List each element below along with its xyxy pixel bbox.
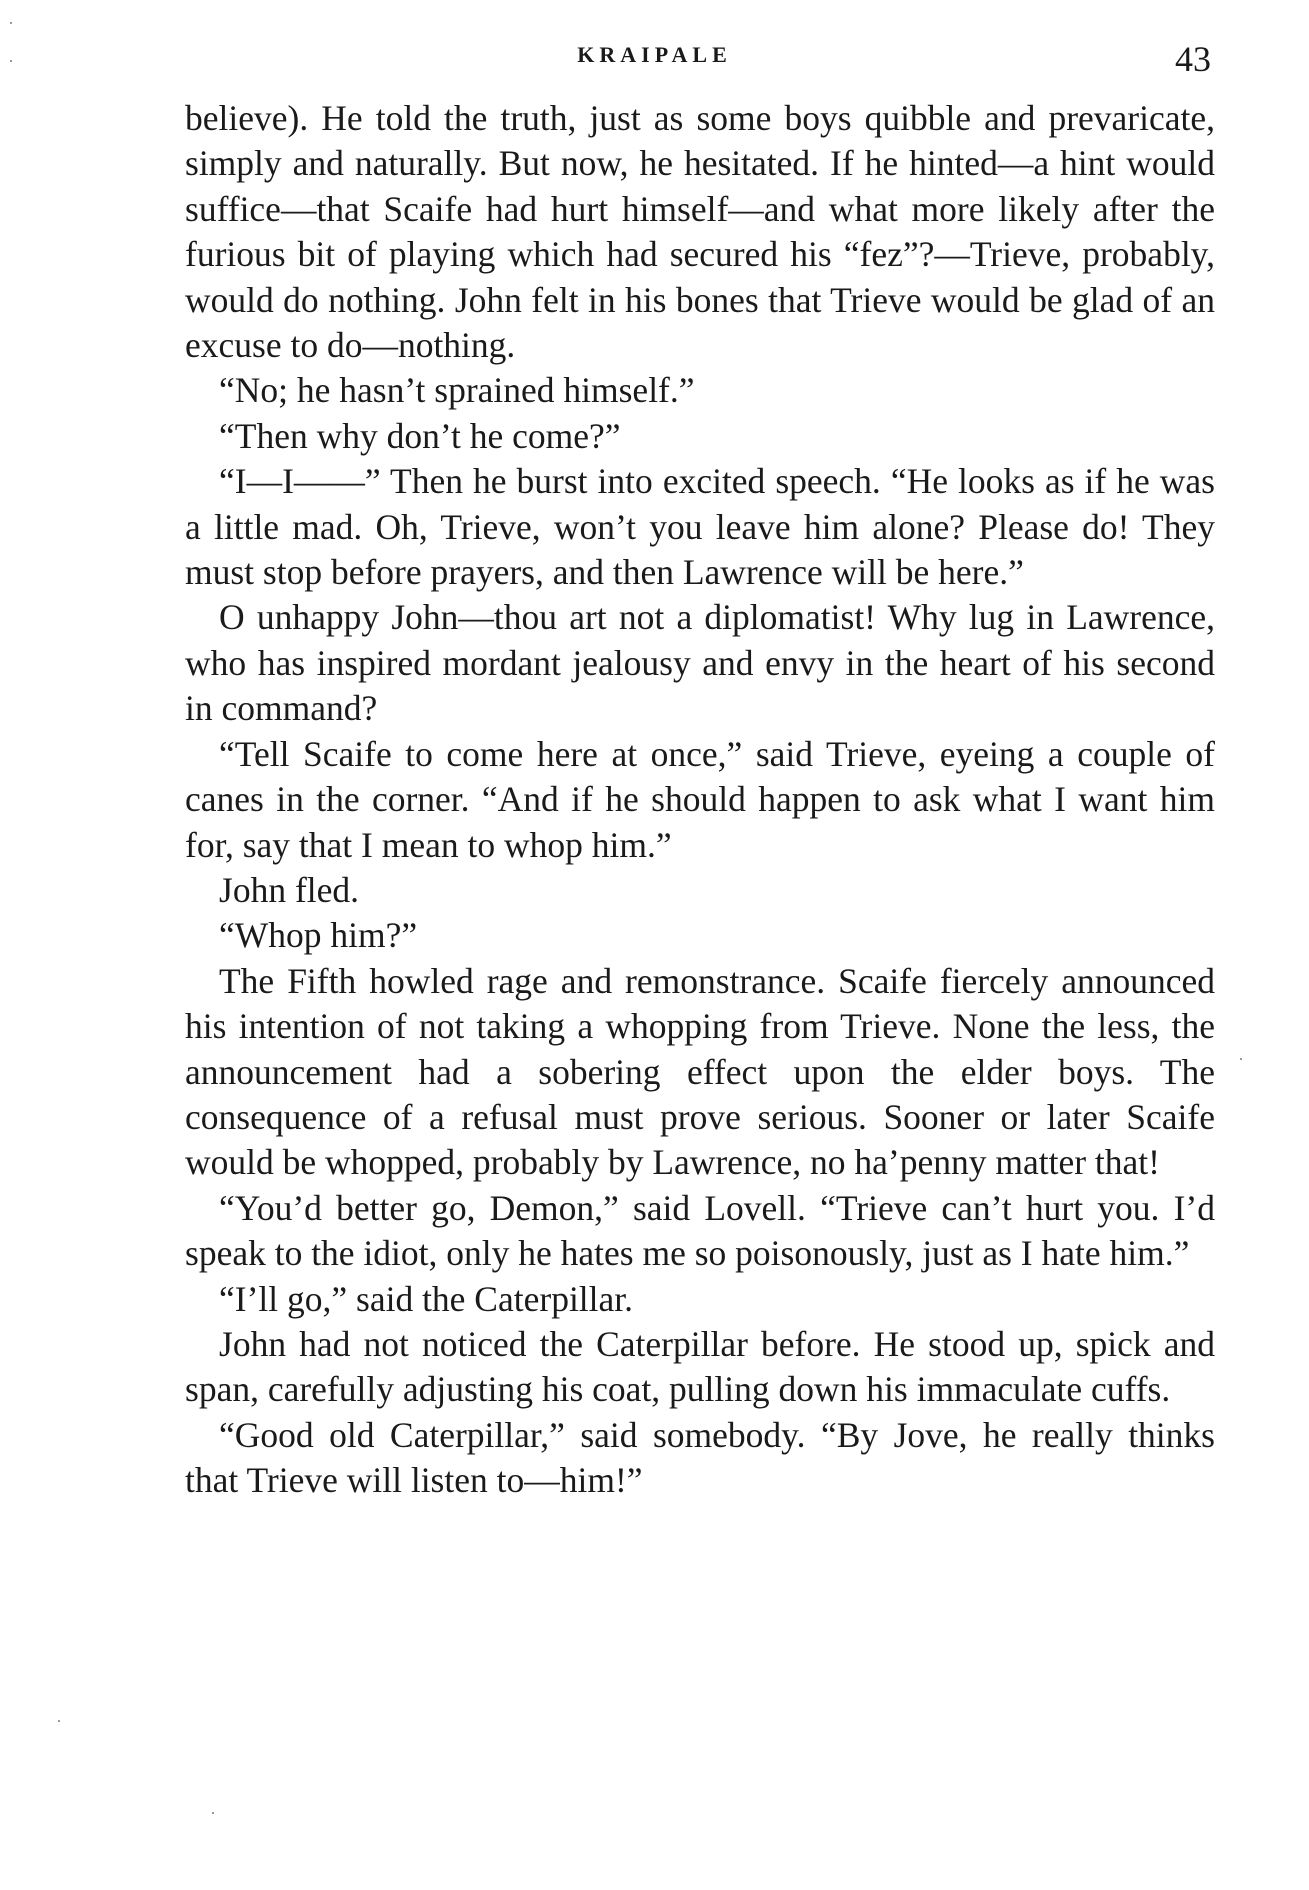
scan-speckle: [10, 60, 12, 62]
paragraph-4: “I—I——” Then he burst into excited speech. “He looks as if he was a little mad. Oh, Trieve, won’t you leave him alone? Please do! They must stop before prayers, and then Lawrence will be here.”: [185, 461, 1215, 593]
paragraph-2: “No; he hasn’t sprained himself.”: [219, 370, 695, 411]
scan-speckle: [1240, 1058, 1242, 1060]
paragraph-8: “Whop him?”: [219, 915, 418, 956]
paragraph-6: “Tell Scaife to come here at once,” said Trieve, eyeing a couple of canes in the corner. “And if he should happen to ask what I want him for, say that I mean to whop him.”: [185, 733, 1215, 865]
body-text: [185, 96, 1215, 1504]
paragraph-13: “Good old Caterpillar,” said somebody. “By Jove, he really thinks that Trieve will listen to—him!”: [185, 1414, 1215, 1501]
paragraph-5: O unhappy John—thou art not a diplomatist! Why lug in Lawrence, who has inspired mordant jealousy and envy in the heart of his second in command?: [185, 597, 1215, 729]
scan-speckle: [10, 22, 12, 24]
paragraph-9: The Fifth howled rage and remonstrance. Scaife fiercely announced his intention of not taking a whopping from Trieve. None the less, the announcement had a sobering effect upon the elder boys. The consequence of a refusal must prove serious. Sooner or later Scaife would be whopped, probably by Lawrence, no ha’penny matter that!: [185, 960, 1215, 1183]
paragraph-11: “I’ll go,” said the Caterpillar.: [219, 1278, 634, 1319]
paragraph-10: “You’d better go, Demon,” said Lovell. “Trieve can’t hurt you. I’d speak to the idiot, only he hates me so poisonously, just as I hate him.”: [185, 1187, 1215, 1274]
paragraph-3: “Then why don’t he come?”: [219, 415, 621, 456]
running-title: KRAIPALE: [577, 42, 732, 67]
running-head: [0, 38, 1309, 78]
paragraph-7: John fled.: [219, 869, 360, 910]
scan-speckle: [58, 1720, 60, 1722]
page-number: 43: [1175, 39, 1211, 79]
scan-speckle: [212, 1812, 214, 1814]
paragraph-12: John had not noticed the Caterpillar before. He stood up, spick and span, carefully adjusting his coat, pulling down his immaculate cuffs.: [185, 1323, 1215, 1410]
paragraph-1: believe). He told the truth, just as some boys quibble and prevaricate, simply and naturally. But now, he hesitated. If he hinted—a hint would suffice—that Scaife had hurt himself—and what more likely after the furious bit of playing which had secured his “fez”?—Trieve, probably, would do nothing. John felt in his bones that Trieve would be glad of an excuse to do—nothing.: [185, 98, 1215, 366]
